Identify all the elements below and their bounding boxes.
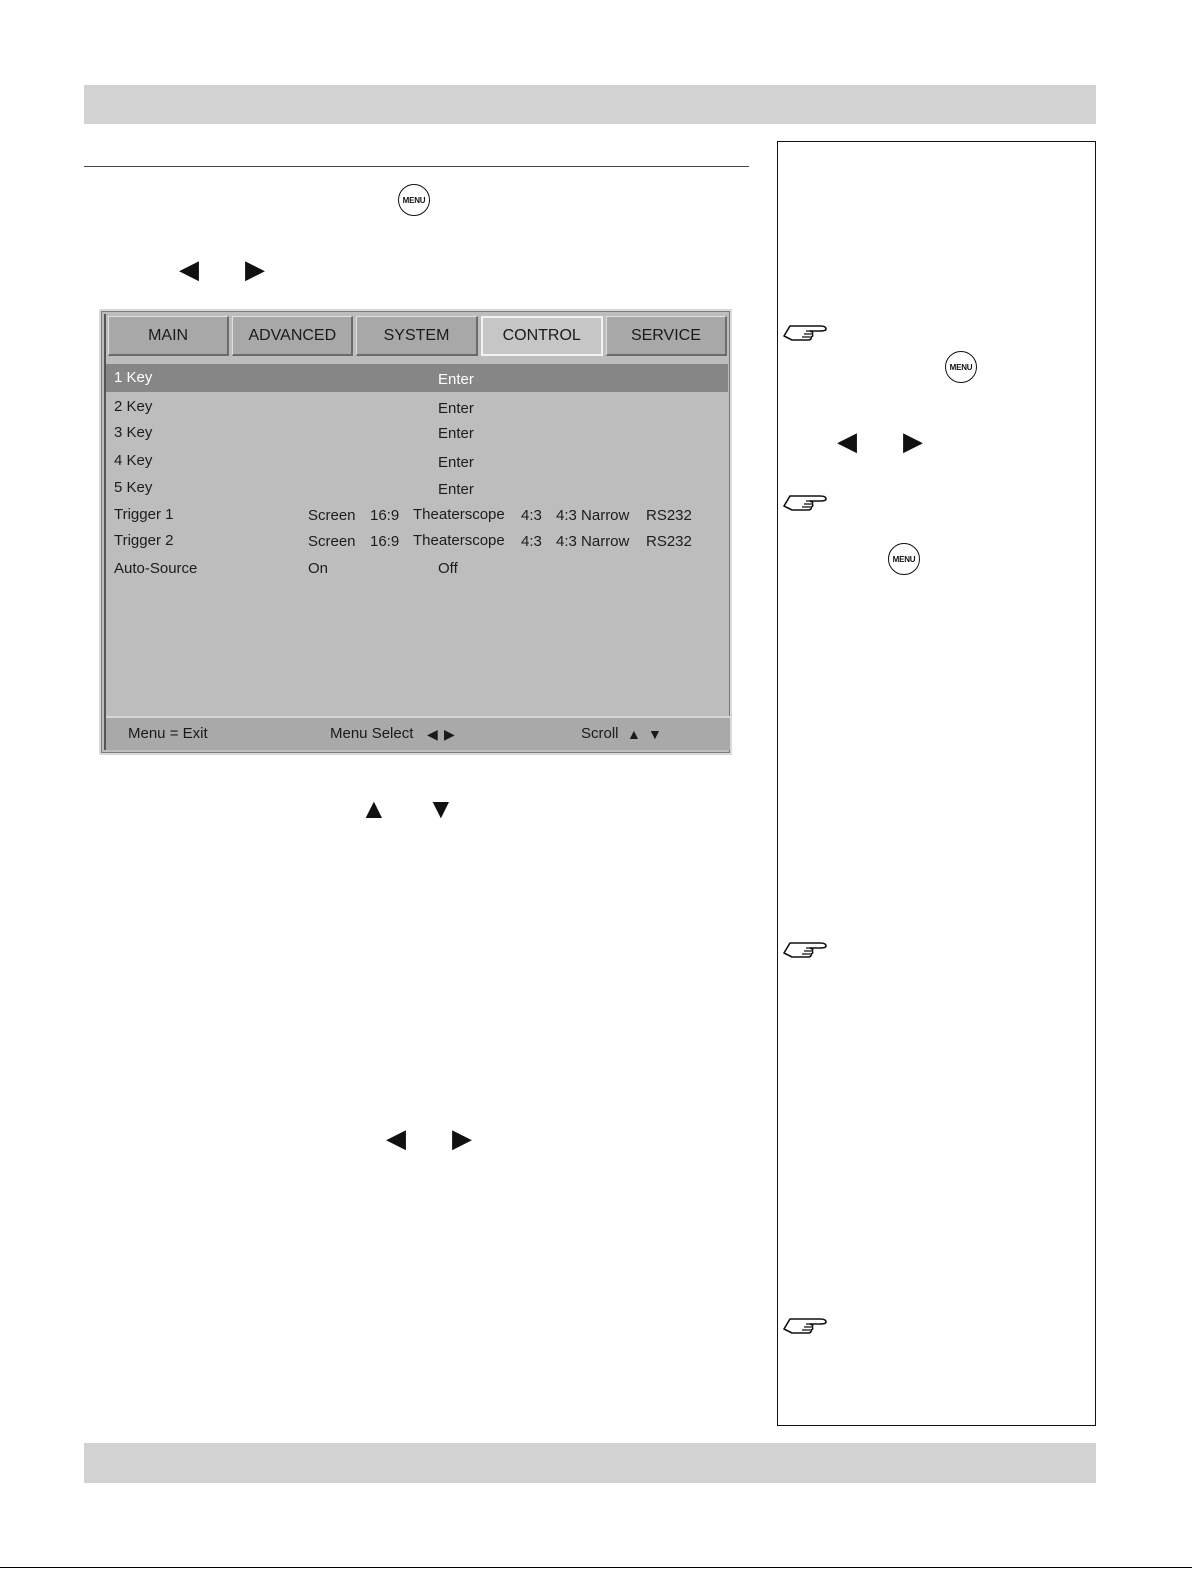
- menu-button-icon: [888, 543, 920, 575]
- header-band: [84, 85, 1096, 124]
- option-rs232[interactable]: RS232: [646, 533, 692, 550]
- option-screen[interactable]: Screen: [308, 507, 356, 524]
- row-value: Enter: [438, 454, 474, 471]
- triangle-left-icon: ◀: [386, 1123, 406, 1153]
- option-off[interactable]: Off: [438, 560, 458, 577]
- triangle-down-icon: ▼: [427, 793, 455, 824]
- triangle-up-icon: ▲: [360, 793, 388, 824]
- triangle-up-icon: ▲: [627, 726, 641, 742]
- option-16-9[interactable]: 16:9: [370, 533, 400, 550]
- triangle-right-icon: ▶: [245, 254, 265, 284]
- option-rs232[interactable]: RS232: [646, 507, 692, 524]
- row-value: Enter: [438, 400, 474, 417]
- row-value: Enter: [438, 371, 474, 388]
- menu-row-trigger-1[interactable]: [106, 501, 728, 529]
- option-4-3-narrow[interactable]: 4:3 Narrow: [556, 533, 630, 550]
- tab-advanced[interactable]: ADVANCED: [232, 316, 353, 356]
- pointing-hand-icon: [782, 1313, 828, 1335]
- pointing-hand-icon: [782, 937, 828, 959]
- menu-row-5-key[interactable]: [106, 474, 728, 502]
- menu-button-icon: [945, 351, 977, 383]
- option-4-3[interactable]: 4:3: [521, 507, 542, 524]
- menu-button-label: MENU: [949, 362, 973, 372]
- option-16-9[interactable]: 16:9: [370, 507, 400, 524]
- triangle-left-icon: ◀: [179, 254, 199, 284]
- menu-button-label: MENU: [402, 195, 426, 205]
- triangle-left-icon: ◀: [427, 726, 438, 742]
- footer-select-hint: Menu Select: [330, 725, 414, 742]
- row-label: 2 Key: [114, 398, 153, 415]
- page-bottom-rule: [0, 1567, 1192, 1568]
- osd-tab-bar: [108, 316, 730, 358]
- option-4-3[interactable]: 4:3: [521, 533, 542, 550]
- option-theaterscope[interactable]: Theaterscope: [413, 506, 505, 523]
- osd-control-menu: [99, 309, 732, 755]
- footer-scroll-hint: Scroll: [581, 725, 619, 742]
- triangle-right-icon: ▶: [444, 726, 455, 742]
- footer-band: [84, 1443, 1096, 1483]
- option-theaterscope[interactable]: Theaterscope: [413, 532, 505, 549]
- row-label: 3 Key: [114, 424, 153, 441]
- triangle-right-icon: ▶: [452, 1123, 472, 1153]
- section-divider: [84, 166, 749, 167]
- footer-exit-hint: Menu = Exit: [128, 725, 208, 742]
- menu-row-2-key[interactable]: [106, 393, 728, 421]
- tab-control[interactable]: CONTROL: [481, 316, 603, 356]
- pointing-hand-icon: [782, 490, 828, 512]
- menu-row-3-key[interactable]: [106, 419, 728, 447]
- row-label: 4 Key: [114, 452, 153, 469]
- row-value: Enter: [438, 425, 474, 442]
- menu-row-4-key[interactable]: [106, 447, 728, 475]
- row-label: Trigger 2: [114, 532, 174, 549]
- option-screen[interactable]: Screen: [308, 533, 356, 550]
- row-label: Auto-Source: [114, 560, 198, 577]
- row-value: Enter: [438, 481, 474, 498]
- tab-system[interactable]: SYSTEM: [356, 316, 477, 356]
- menu-row-trigger-2[interactable]: [106, 527, 728, 555]
- triangle-down-icon: ▼: [648, 726, 662, 742]
- pointing-hand-icon: [782, 320, 828, 342]
- menu-row-auto-source[interactable]: [106, 555, 728, 583]
- osd-footer: [106, 716, 730, 750]
- row-label: Trigger 1: [114, 506, 174, 523]
- row-label: 1 Key: [114, 369, 153, 386]
- menu-button-icon: [398, 184, 430, 216]
- tab-main[interactable]: MAIN: [108, 316, 229, 356]
- triangle-right-icon: ▶: [903, 426, 923, 456]
- menu-button-label: MENU: [892, 554, 916, 564]
- tab-service[interactable]: SERVICE: [606, 316, 727, 356]
- option-on[interactable]: On: [308, 560, 329, 577]
- row-label: 5 Key: [114, 479, 153, 496]
- triangle-left-icon: ◀: [837, 426, 857, 456]
- option-4-3-narrow[interactable]: 4:3 Narrow: [556, 507, 630, 524]
- menu-row-1-key[interactable]: [106, 364, 728, 392]
